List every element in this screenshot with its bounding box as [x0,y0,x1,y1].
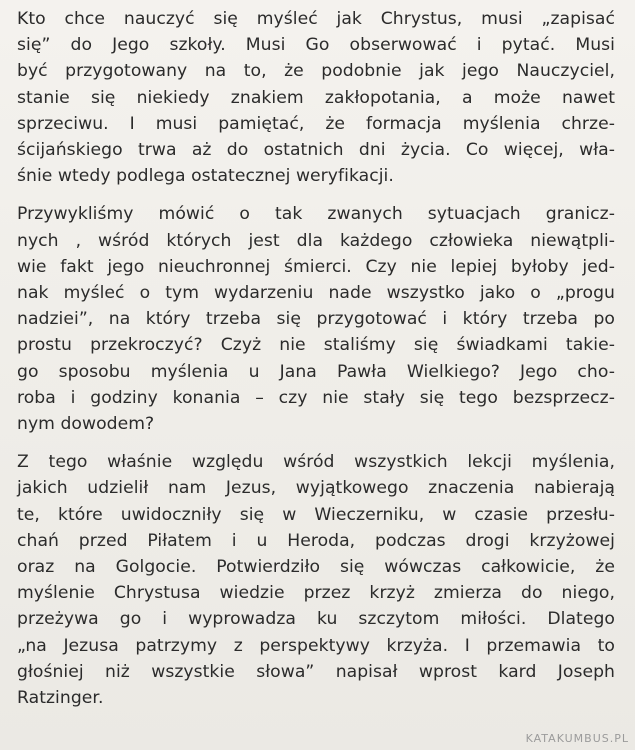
text-line: oraz na Golgocie. Potwierdziło się wówczas całkowicie, że [17,557,615,578]
text-line: nych , wśród których jest dla każdego człowieka niewątpli- [17,230,615,251]
paragraph-1 [17,6,615,189]
text-line: stanie się niekiedy znakiem zakłopotania, a może nawet [17,87,615,108]
text-line: się” do Jego szkoły. Musi Go obserwować i pytać. Musi [17,35,615,56]
text-line: Z tego właśnie względu wśród wszystkich lekcji myślenia, [17,452,615,473]
text-line: ścijańskiego trwa aż do ostatnich dni życia. Co więcej, wła- [17,140,615,161]
text-line: myślenie Chrystusa wiedzie przez krzyż zmierza do niego, [17,583,615,604]
text-line: przeżywa go i wyprowadza ku szczytom miłości. Dlatego [17,609,615,630]
text-line: Przywykliśmy mówić o tak zwanych sytuacjach granicz- [17,204,615,225]
text-line: nym dowodem? [17,414,155,435]
text-line: wie fakt jego nieuchronnej śmierci. Czy nie lepiej byłoby jed- [17,256,615,277]
paragraph-2 [17,201,615,437]
text-line: chań przed Piłatem i u Heroda, podczas drogi krzyżowej [17,530,615,551]
text-line: go sposobu myślenia u Jana Pawła Wielkiego? Jego cho- [17,361,615,382]
text-line: głośniej niż wszystkie słowa” napisał wprost kard Joseph [17,661,615,682]
text-line: śnie wtedy podlega ostatecznej weryfikacji. [17,166,394,187]
text-line: Ratzinger. [17,688,104,709]
text-line: nadziei”, na który trzeba się przygotować i który trzeba po [17,309,615,330]
text-line: Kto chce nauczyć się myśleć jak Chrystus, musi „zapisać [17,9,615,29]
text-line: być przygotowany na to, że podobnie jak jego Nauczyciel, [17,61,615,82]
text-line: nak myśleć o tym wydarzeniu nade wszystko jako o „progu [17,283,615,304]
document-body [17,6,615,711]
text-line: jakich udzielił nam Jezus, wyjątkowego znaczenia nabierają [17,478,615,499]
text-line: te, które uwidoczniły się w Wieczerniku, w czasie przesłu- [17,504,615,525]
site-watermark: KATAKUMBUS.PL [525,732,629,745]
paragraph-3 [17,449,615,711]
text-line: sprzeciwu. I musi pamiętać, że formacja myślenia chrze- [17,113,615,134]
text-line: roba i godziny konania – czy nie stały się tego bezsprzecz- [17,387,615,408]
text-line: prostu przekroczyć? Czyż nie staliśmy się świadkami takie- [17,335,615,356]
text-line: „na Jezusa patrzymy z perspektywy krzyża. I przemawia to [17,635,615,656]
